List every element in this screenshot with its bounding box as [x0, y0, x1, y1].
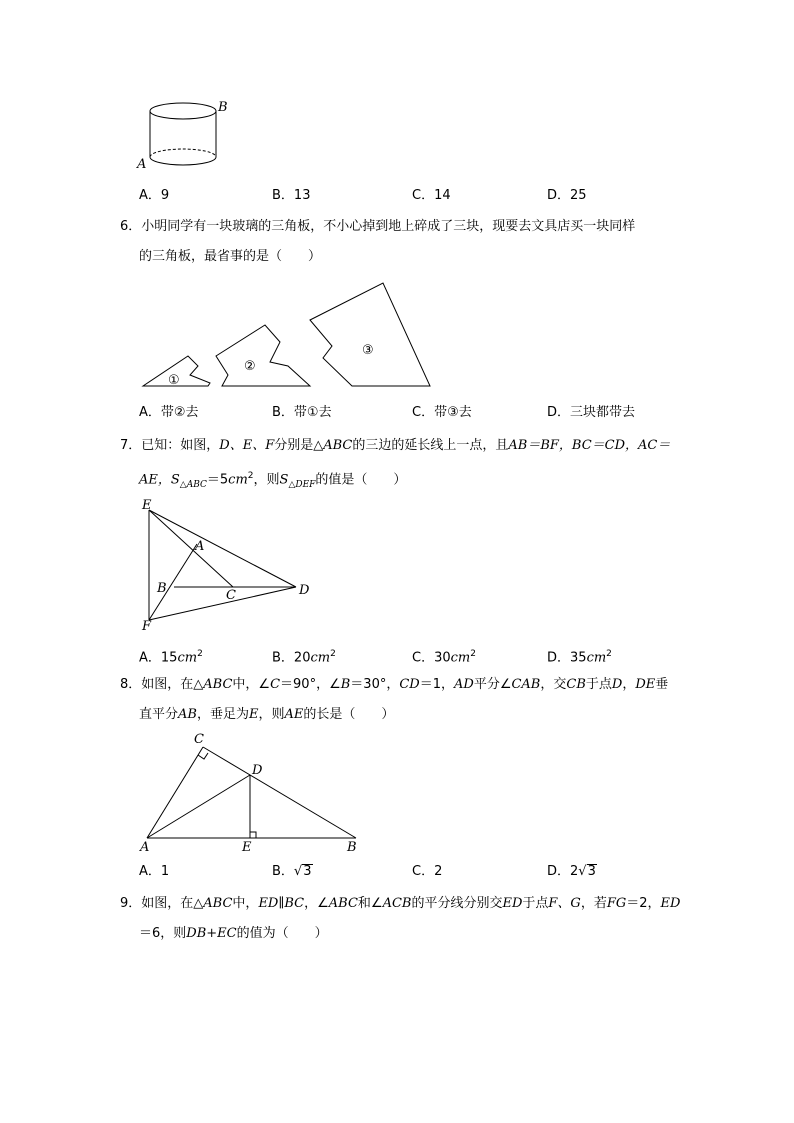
label-C: C: [194, 732, 204, 747]
q8-stem-line1: 8．如图，在△ABC中，∠C＝90°，∠B＝30°，CD＝1，AD平分∠CAB，交CB于点D，DE垂: [120, 677, 669, 692]
q6-option-d[interactable]: D．三块都带去: [547, 405, 636, 420]
q7-option-c[interactable]: C．$30cm^2$: [412, 649, 476, 666]
q7-option-d[interactable]: D．$35cm^2$: [547, 649, 612, 666]
label-C: C: [226, 588, 236, 603]
q8-option-b[interactable]: B．√3: [272, 864, 312, 879]
q7-stem-line2: AE，$S_{\triangle ABC}=5cm^2$，则$S_{\triangle DEF}$的值是（ ）: [139, 471, 407, 490]
label-E: E: [142, 498, 152, 513]
q6-option-c[interactable]: C．带③去: [412, 405, 472, 420]
label-B: B: [157, 581, 167, 596]
right-triangle-figure: [140, 730, 370, 860]
q6-stem-line2: 的三角板，最省事的是（ ）: [139, 249, 322, 264]
triangle-def-figure: [140, 498, 320, 633]
label-B: B: [347, 840, 357, 855]
q5-option-b[interactable]: B．13: [272, 188, 311, 203]
label-D: D: [252, 763, 263, 778]
q7-option-b[interactable]: B．$20cm^2$: [272, 649, 336, 666]
q8-option-d[interactable]: D．2√3: [547, 864, 596, 879]
label-E: E: [242, 840, 252, 855]
label-B: B: [218, 100, 228, 115]
q6-stem-line1: 6．小明同学有一块玻璃的三角板，不小心掉到地上碎成了三块，现要去文具店买一块同样: [120, 219, 636, 234]
q9-stem-line1: 9．如图，在△ABC中，ED∥BC，∠ABC和∠ACB的平分线分别交ED于点F、G，若FG＝2，ED: [120, 896, 681, 911]
cylinder-figure: [135, 95, 235, 175]
q9-stem-line2: ＝6，则DB+EC的值为（ ）: [139, 926, 328, 941]
label-A: A: [137, 157, 147, 172]
label-F: F: [142, 619, 152, 634]
q5-option-c[interactable]: C．14: [412, 188, 451, 203]
q6-option-b[interactable]: B．带①去: [272, 405, 332, 420]
label-A: A: [140, 840, 150, 855]
label-D: D: [299, 583, 310, 598]
q7-option-a[interactable]: A．$15cm^2$: [139, 649, 203, 666]
q7-stem-line1: 7．已知：如图，D、E、F分别是△ABC的三边的延长线上一点，且AB＝BF，BC＝CD，AC＝: [120, 438, 671, 453]
broken-triangle-figure: [140, 280, 440, 392]
q5-option-d[interactable]: D．25: [547, 188, 587, 203]
sqrt-sign: √: [578, 864, 587, 879]
label-A: A: [195, 539, 205, 554]
q8-option-a[interactable]: A．1: [139, 864, 170, 879]
q6-option-a[interactable]: A．带②去: [139, 405, 199, 420]
piece-2-label: ②: [244, 359, 256, 374]
q5-option-a[interactable]: A．9: [139, 188, 170, 203]
sqrt-sign: √: [293, 864, 303, 879]
q8-option-c[interactable]: C．2: [412, 864, 443, 879]
piece-3-label: ③: [362, 343, 374, 358]
piece-1-label: ①: [168, 373, 180, 388]
q8-stem-line2: 直平分AB，垂足为E，则AE的长是（ ）: [139, 707, 395, 722]
